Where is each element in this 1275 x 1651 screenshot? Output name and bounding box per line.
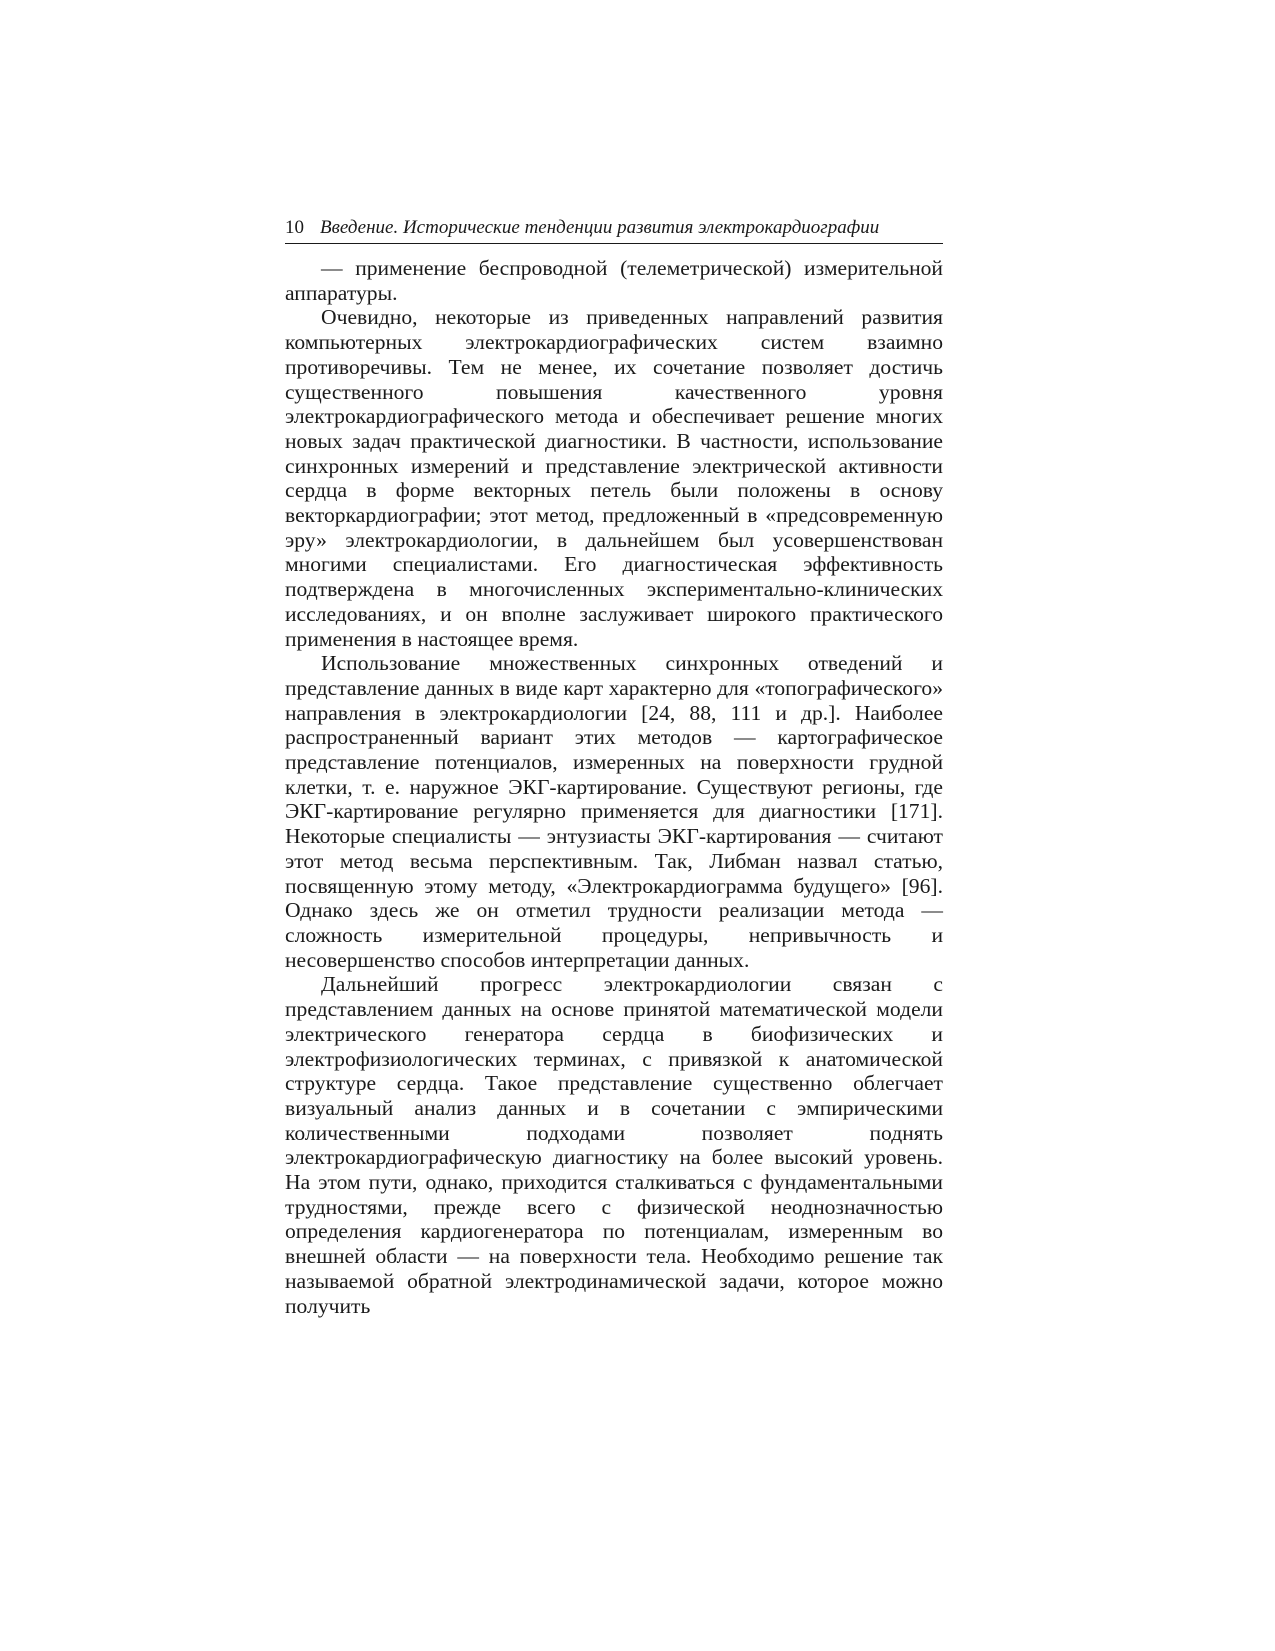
- paragraph-3: Использование множественных синхронных отведений и представление данных в виде карт характерно для «топографического» направления в электрокардиологии [24, 88, 111 и др.]. Наиболее распространенный вариант этих методов — картографическое представление потенциалов, измеренных на поверхности грудной клетки, т. е. наружное ЭКГ-картирование. Существуют регионы, где ЭКГ-картирование регулярно применяется для диагностики [171]. Некоторые специалисты — энтузиасты ЭКГ-картирования — считают этот метод весьма перспективным. Так, Либман назвал статью, посвященную этому методу, «Электрокардиограмма будущего» [96]. Однако здесь же он отметил трудности реализации метода — сложность измерительной процедуры, непривычность и несовершенство способов интерпретации данных.: [285, 651, 943, 972]
- running-header: [285, 216, 943, 244]
- running-title: Введение. Исторические тенденции развития электрокардиографии: [320, 217, 880, 238]
- paragraph-2: Очевидно, некоторые из приведенных направлений развития компьютерных электрокардиографических систем взаимно противоречивы. Тем не менее, их сочетание позволяет достичь существенного повышения качественного уровня электрокардиографического метода и обеспечивает решение многих новых задач практической диагностики. В частности, использование синхронных измерений и представление электрической активности сердца в форме векторных петель были положены в основу векторкардиографии; этот метод, предложенный в «предсовременную эру» электрокардиологии, в дальнейшем был усовершенствован многими специалистами. Его диагностическая эффективность подтверждена в многочисленных экспериментально-клинических исследованиях, и он вполне заслуживает широкого практического применения в настоящее время.: [285, 305, 943, 651]
- paragraph-1: — применение беспроводной (телеметрической) измерительной аппаратуры.: [285, 256, 943, 305]
- paragraph-4: Дальнейший прогресс электрокардиологии связан с представлением данных на основе принятой математической модели электрического генератора сердца в биофизических и электрофизиологических терминах, с привязкой к анатомической структуре сердца. Такое представление существенно облегчает визуальный анализ данных и в сочетании с эмпирическими количественными подходами позволяет поднять электрокардиографическую диагностику на более высокий уровень. На этом пути, однако, приходится сталкиваться с фундаментальными трудностями, прежде всего с физической неоднозначностью определения кардиогенератора по потенциалам, измеренным во внешней области — на поверхности тела. Необходимо решение так называемой обратной электродинамической задачи, которое можно получить: [285, 972, 943, 1318]
- body-text: [285, 256, 943, 1318]
- page-number: 10: [285, 217, 304, 238]
- book-page: [285, 216, 943, 1318]
